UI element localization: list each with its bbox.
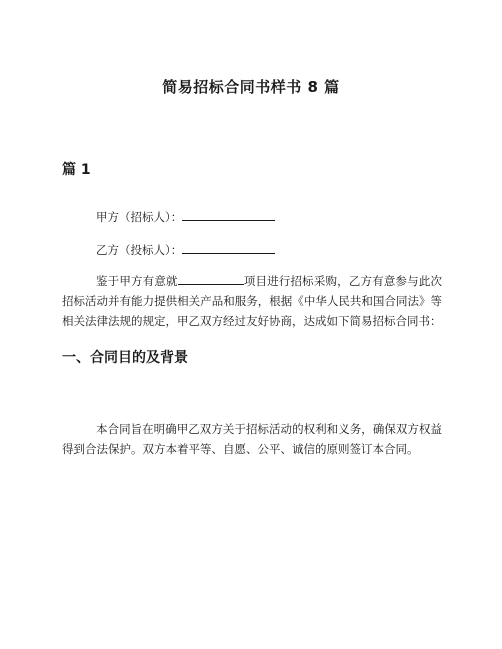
- party-b-line: [96, 241, 275, 259]
- party-a-blank: [182, 208, 275, 221]
- project-name-blank: [178, 272, 244, 285]
- intro-paragraph: [62, 271, 442, 331]
- document-title: 简易招标合同书样书 8 篇: [162, 78, 340, 96]
- party-a-line: [96, 208, 275, 226]
- part-heading: 篇 1: [62, 162, 91, 178]
- intro-text-before-blank: 鉴于甲方有意就: [96, 274, 178, 288]
- section-one-heading: 一、合同目的及背景: [62, 350, 188, 366]
- intro-text-after-blank: 项目进行招标采购，乙方有意参与此次招标活动并有能力提供相关产品和服务，根据《中华人民共和国合同法》等相关法律法规的规定，甲乙双方经过友好协商，达成如下简易招标合同书：: [62, 274, 443, 328]
- party-b-blank: [182, 241, 275, 254]
- section-one-body: 本合同旨在明确甲乙双方关于招标活动的权利和义务，确保双方权益得到合法保护。双方本着平等、自愿、公平、诚信的原则签订本合同。: [62, 422, 442, 456]
- party-a-label: 甲方（招标人）：: [96, 210, 183, 224]
- party-b-label: 乙方（投标人）：: [96, 243, 183, 257]
